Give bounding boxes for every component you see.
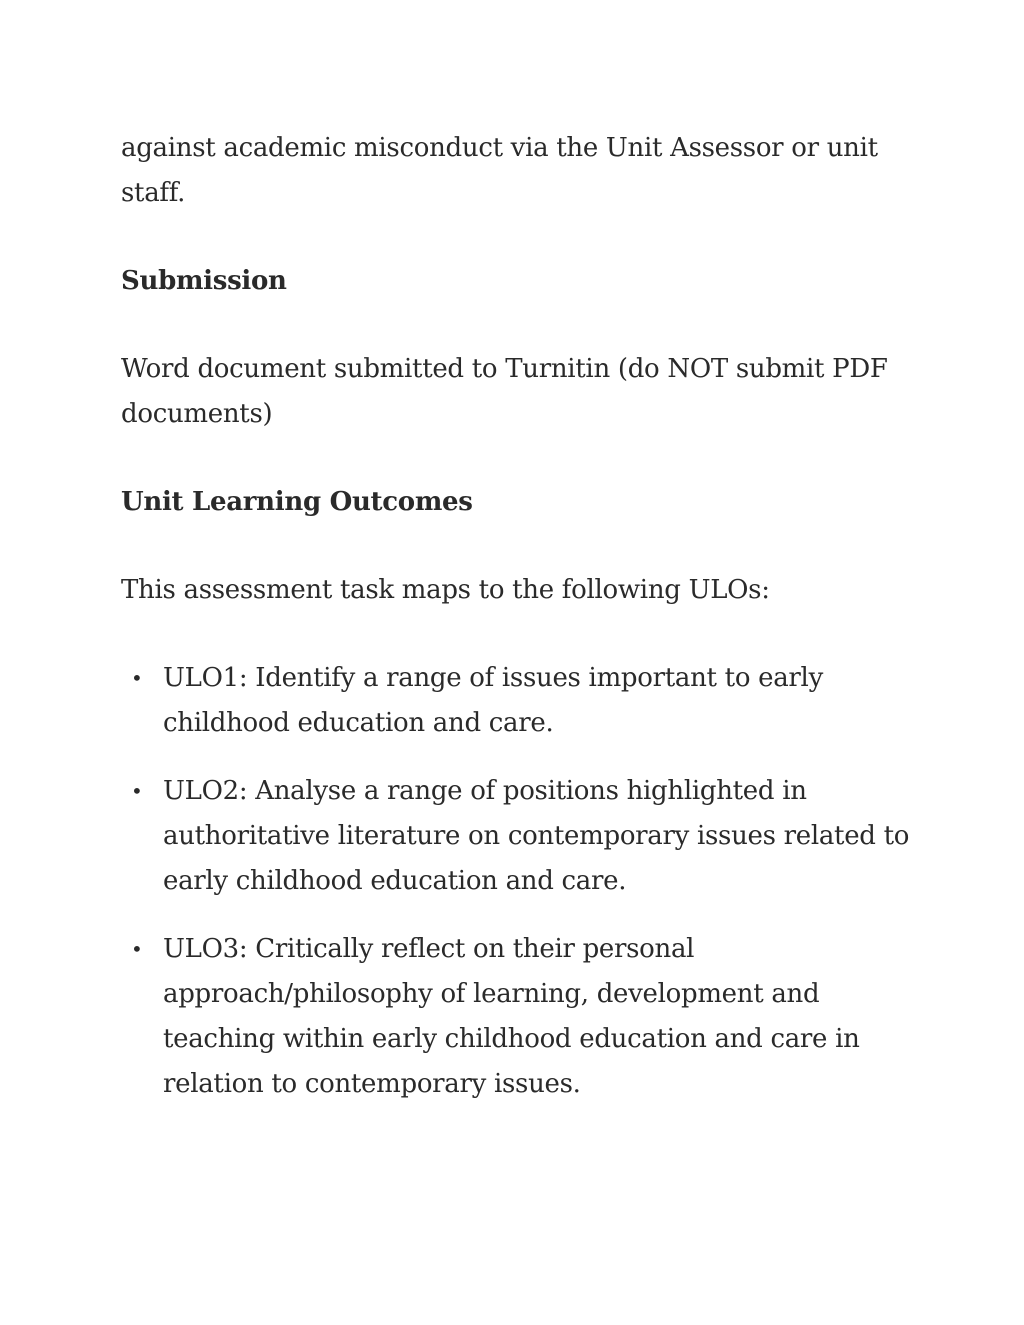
list-item — [121, 927, 911, 1107]
learning-outcomes-intro: This assessment task maps to the following ULOs: — [121, 575, 770, 605]
learning-outcomes-list — [121, 656, 911, 1107]
bullet-icon: • — [131, 779, 143, 803]
ulo-text: ULO3: Critically reflect on their personal approach/philosophy of learning, development and teaching within early childhood education and care in relation to contemporary issues. — [163, 934, 860, 1099]
list-item — [121, 656, 911, 746]
list-item — [121, 769, 911, 904]
document-page — [121, 126, 911, 1130]
submission-heading: Submission — [121, 266, 287, 296]
bullet-icon: • — [131, 937, 143, 961]
learning-outcomes-heading: Unit Learning Outcomes — [121, 487, 473, 517]
intro-paragraph: against academic misconduct via the Unit Assessor or unit staff. — [121, 133, 878, 208]
bullet-icon: • — [131, 666, 143, 690]
ulo-text: ULO1: Identify a range of issues important to early childhood education and care. — [163, 663, 823, 738]
submission-paragraph: Word document submitted to Turnitin (do NOT submit PDF documents) — [121, 354, 888, 429]
ulo-text: ULO2: Analyse a range of positions highlighted in authoritative literature on contemporary issues related to early childhood education and care. — [163, 776, 910, 896]
